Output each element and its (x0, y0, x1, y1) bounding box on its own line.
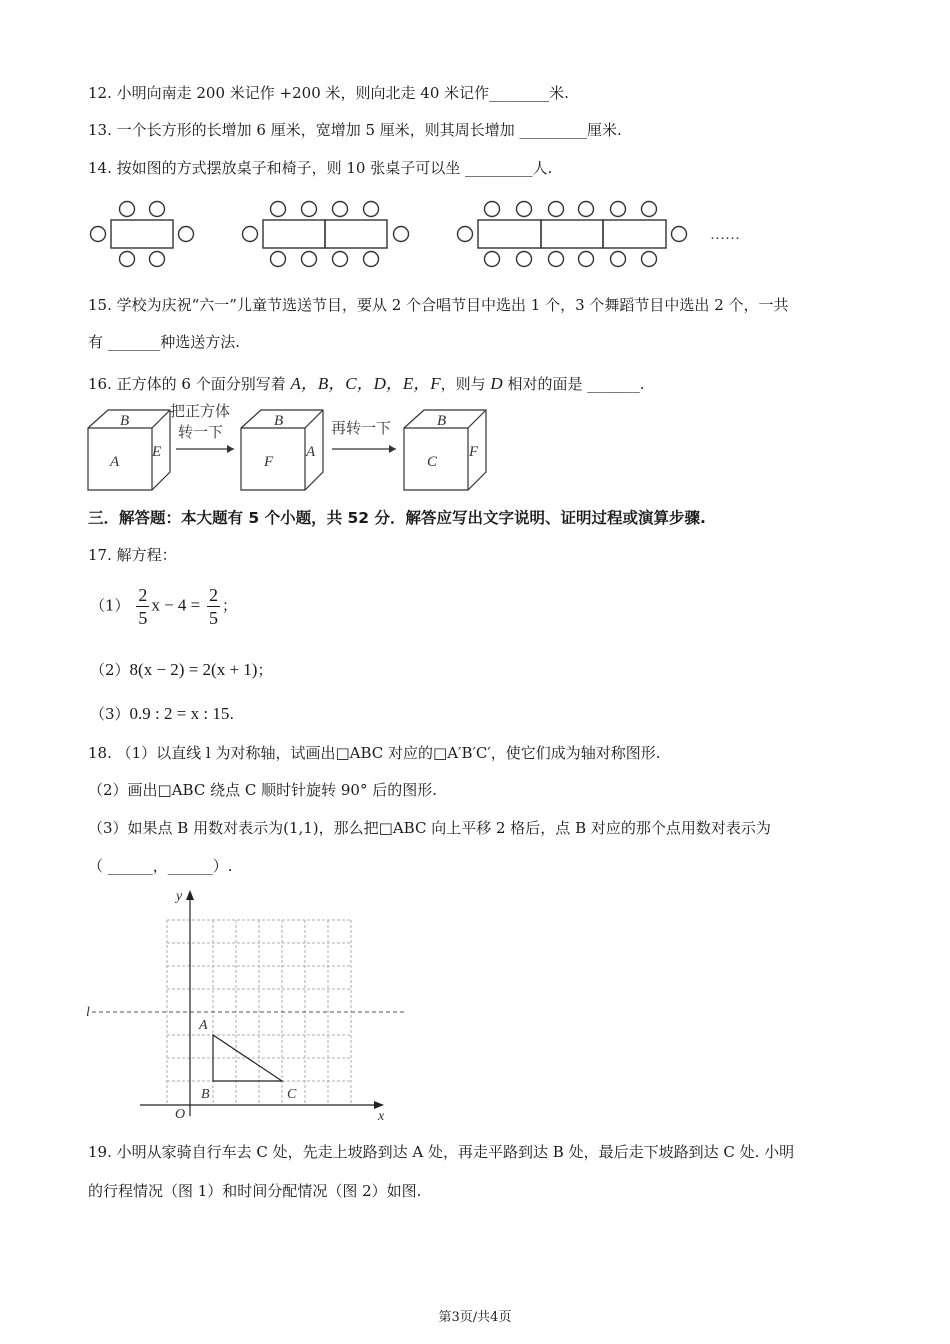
question-17-title: 17. 解方程： (88, 546, 177, 564)
chair (672, 227, 687, 242)
table (325, 220, 387, 248)
arrow1-label-1: 把正方体 (170, 404, 231, 420)
point-b: B (201, 1087, 210, 1102)
cube3-front: C (427, 454, 438, 470)
question-15-line2: 有 _______种选送方法. (88, 333, 241, 351)
arrow1-label-2: 转一下 (178, 425, 224, 441)
chair (302, 252, 317, 267)
tables-chairs-figure (86, 196, 766, 272)
question-13: 13. 一个长方形的长增加 6 厘米，宽增加 5 厘米，则其周长增加 _________厘米. (88, 121, 622, 139)
chair (642, 252, 657, 267)
chair (150, 252, 165, 267)
question-16 (88, 369, 645, 394)
q16-letters: A，B，C，D，E，F (290, 374, 441, 393)
q16-suffix: 相对的面是 _______. (502, 375, 645, 393)
chair (302, 202, 317, 217)
cube3-side: F (469, 444, 479, 460)
chair (333, 202, 348, 217)
chair (120, 252, 135, 267)
fraction: $\frac{2}{5}$ (138, 585, 148, 628)
chair (642, 202, 657, 217)
chair (485, 252, 500, 267)
table (111, 220, 173, 248)
q17-part2: （2）8(x − 2) = 2(x + 1)； (90, 660, 273, 679)
q17-part3: （3）0.9 : 2 = x : 15. (90, 704, 235, 723)
point-a: A (199, 1018, 208, 1033)
l-label: l (86, 1005, 90, 1020)
question-15-line1: 15. 学校为庆祝“六一”儿童节选送节目，要从 2 个合唱节目中选出 1 个，3 个舞蹈节目中选出 2 个，一共 (88, 296, 789, 314)
chair (364, 252, 379, 267)
chair (243, 227, 258, 242)
chair (150, 202, 165, 217)
table (478, 220, 541, 248)
q19-line1: 19. 小明从家骑自行车去 C 处，先走上坡路到达 A 处，再走平路到达 B 处，最后走下坡路到达 C 处. 小明 (88, 1143, 795, 1161)
q18-line4: （ ______，______）. (88, 857, 233, 875)
cube2-front: F (264, 454, 274, 470)
chair (120, 202, 135, 217)
cubes-figure (86, 400, 506, 492)
section-3-heading: 三．解答题：本大题有 5 个小题，共 52 分．解答应写出文字说明、证明过程或演算步骤. (88, 509, 706, 527)
q18-line1: 18. （1）以直线 l 为对称轴，试画出□ABC 对应的□A′B′C′，使它们成为轴对称图形. (88, 744, 661, 762)
q18-line2: （2）画出□ABC 绕点 C 顺时针旋转 90° 后的图形. (88, 781, 438, 799)
chair (271, 202, 286, 217)
chair (394, 227, 409, 242)
chair (579, 252, 594, 267)
point-c: C (287, 1087, 297, 1102)
origin-label: O (175, 1107, 186, 1122)
cube3-top: B (437, 413, 447, 429)
q17-part1: （1） $\frac{2}{5}$ x − 4 = $\frac{2}{5}$ ； (90, 585, 238, 628)
chair (91, 227, 106, 242)
chair (179, 227, 194, 242)
cube1-top: B (120, 413, 130, 429)
chair (333, 252, 348, 267)
chair (517, 202, 532, 217)
cube2-side: A (306, 444, 316, 460)
chair (517, 252, 532, 267)
table (541, 220, 603, 248)
fraction: $\frac{2}{5}$ (209, 585, 219, 628)
q16-prefix: 16. 正方体的 6 个面分别写着 (88, 375, 291, 393)
chair (549, 202, 564, 217)
page-footer: 第3页/共4页 (438, 1310, 512, 1325)
cube1-side: E (152, 444, 162, 460)
chair (611, 252, 626, 267)
cube2-top: B (274, 413, 284, 429)
chair (549, 252, 564, 267)
q16-middle: ，则与 (440, 375, 491, 393)
ellipsis: …… (710, 227, 740, 243)
chair (271, 252, 286, 267)
question-12: 12. 小明向南走 200 米记作 +200 米，则向北走 40 米记作________米. (88, 84, 569, 102)
x-label: x (378, 1109, 385, 1124)
cube1-front: A (110, 454, 120, 470)
chair (611, 202, 626, 217)
chair (458, 227, 473, 242)
chair (364, 202, 379, 217)
y-label: y (176, 889, 183, 904)
question-14: 14. 按如图的方式摆放桌子和椅子，则 10 张桌子可以坐 _________人. (88, 159, 553, 177)
coordinate-grid (84, 884, 404, 1126)
q18-line3: （3）如果点 B 用数对表示为(1,1)，那么把□ABC 向上平移 2 格后，点 B 对应的那个点用数对表示为 (88, 819, 771, 837)
q19-line2: 的行程情况（图 1）和时间分配情况（图 2）如图. (88, 1182, 422, 1200)
q16-d: D (490, 374, 503, 393)
chair (485, 202, 500, 217)
table (603, 220, 666, 248)
arrow2-label: 再转一下 (331, 421, 392, 437)
chair (579, 202, 594, 217)
table (263, 220, 325, 248)
